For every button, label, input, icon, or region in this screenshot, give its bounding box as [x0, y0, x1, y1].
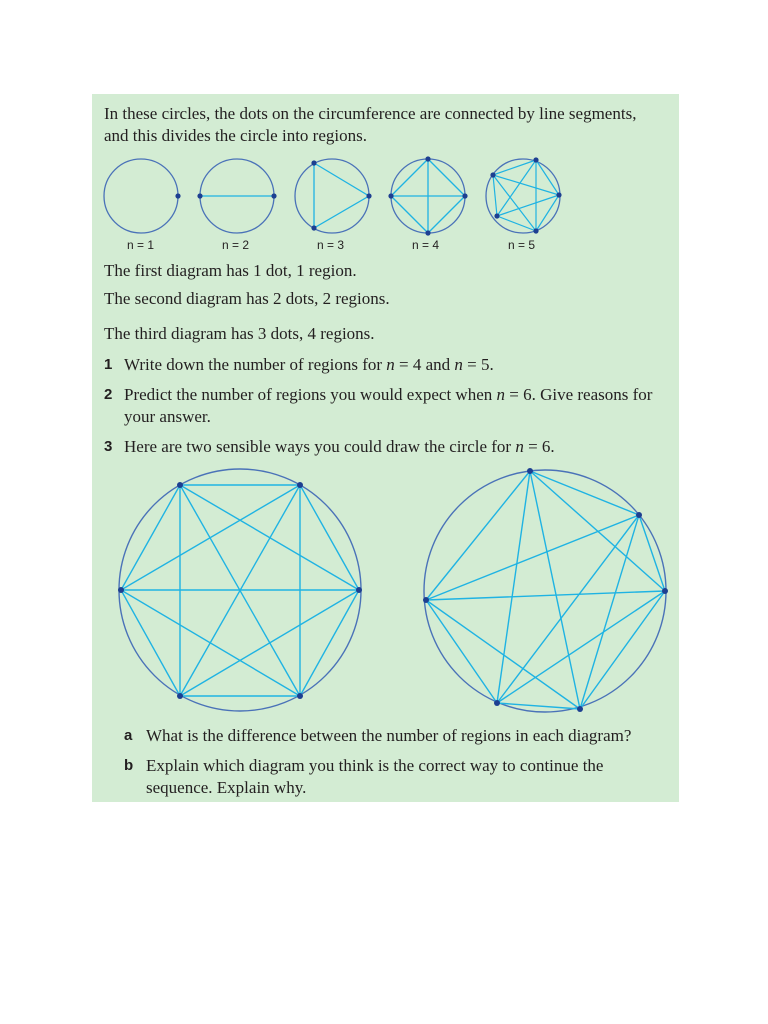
question-number: 1: [104, 356, 113, 373]
intro-text: In these circles, the dots on the circumference are connected by line segments, and this divides the circle into regions.: [104, 104, 637, 145]
diagram-n3: [295, 159, 372, 233]
question-number: 3: [104, 438, 113, 455]
label-n3: n = 3: [317, 238, 345, 252]
fact-third: The third diagram has 3 dots, 4 regions.: [104, 324, 375, 343]
subquestion-a-text: What is the difference between the number of regions in each diagram?: [146, 726, 632, 745]
diagram-n1: [104, 159, 181, 233]
fact-second: The second diagram has 2 dots, 2 regions.: [104, 289, 390, 308]
question-1-text: Write down the number of regions for n = 4 and n = 5.: [124, 355, 494, 374]
subquestion-b-text: Explain which diagram you think is the correct way to continue the sequence. Explain why.: [146, 756, 604, 797]
label-n2: n = 2: [222, 238, 250, 252]
diagram-n4: [388, 156, 467, 235]
label-n4: n = 4: [412, 238, 440, 252]
diagram-n6-regular: [118, 469, 362, 711]
question-3-text: Here are two sensible ways you could draw the circle for n = 6.: [124, 437, 555, 456]
question-number: 2: [104, 386, 113, 403]
label-n1: n = 1: [127, 238, 155, 252]
subquestion-letter: b: [124, 757, 134, 774]
label-n5: n = 5: [508, 238, 536, 252]
diagram-n2: [197, 159, 276, 233]
diagram-n6-irregular: [423, 468, 668, 712]
diagram-n5: [486, 157, 562, 233]
fact-first: The first diagram has 1 dot, 1 region.: [104, 261, 357, 280]
question-2-text: Predict the number of regions you would expect when n = 6. Give reasons for your answer.: [124, 385, 653, 426]
subquestion-letter: a: [124, 727, 133, 744]
